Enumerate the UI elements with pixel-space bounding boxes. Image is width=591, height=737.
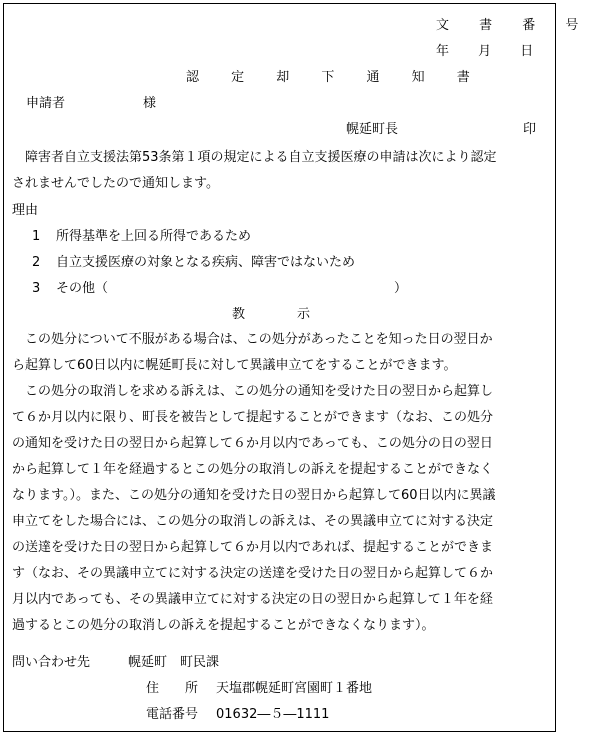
recipient-label: 申請者 [26, 96, 66, 111]
intro-line-2: されませんでしたので通知します。 [12, 176, 219, 191]
phone-value: 01632―５―1111 [216, 707, 330, 722]
instruction-2-line-5: なります。）。また、この処分の通知を受けた日の翌日から起算して60日以内に異議 [12, 488, 496, 503]
phone-label: 電話番号 [146, 707, 199, 722]
instruction-2-line-10: 過するとこの処分の取消しの訴えを提起することができなくなります）。 [12, 618, 435, 633]
page-title: 認 定 却 下 通 知 書 [186, 70, 484, 85]
document-number-label: 文 書 番 号 [436, 18, 591, 33]
recipient-honorific: 様 [143, 96, 157, 111]
instruction-2-line-3: の通知を受けた日の翌日から起算して６か月以内であっても、この処分の日の翌日 [12, 436, 493, 451]
reason-3-number: 3 [32, 281, 41, 296]
instruction-1-line-1: この処分について不服がある場合は、この処分があったことを知った日の翌日か [25, 332, 493, 347]
reason-2-text: 自立支援医療の対象となる疾病、障害ではないため [56, 255, 356, 270]
issuer-name: 幌延町長 [346, 122, 399, 137]
reason-2-number: 2 [32, 255, 41, 270]
instruction-paragraph-2 [12, 379, 550, 639]
intro-line-1: 障害者自立支援法第53条第１項の規定による自立支援医療の申請は次により認定 [25, 150, 497, 165]
reason-3-text: その他（ ） [56, 281, 408, 296]
instruction-2-line-4: から起算して１年を経過するとこの処分の取消しの訴えを提起することができなく [12, 462, 494, 477]
instruction-2-line-2: て６か月以内に限り、町長を被告として提起することができます（なお、この処分 [12, 410, 494, 425]
reason-1-text: 所得基準を上回る所得であるため [56, 229, 252, 244]
instruction-2-line-9: 月以内であっても、その異議申立てに対する決定の日の翌日から起算して１年を経 [12, 592, 493, 607]
address-label: 住 所 [146, 681, 199, 696]
seal-mark: 印 [523, 122, 537, 137]
instruction-2-line-6: 申立てをした場合には、この処分の取消しの訴えは、その異議申立てに対する決定 [12, 514, 494, 529]
reason-1-number: 1 [32, 229, 41, 244]
instruction-2-line-8: す（なお、その異議申立てに対する決定の送達を受けた日の翌日から起算して６か [12, 566, 494, 581]
instruction-2-line-1: この処分の取消しを求める訴えは、この処分の通知を受けた日の翌日から起算し [25, 384, 494, 399]
reasons-heading: 理由 [12, 203, 39, 218]
address-value: 天塩郡幌延町宮園町１番地 [216, 681, 373, 696]
instruction-heading: 教 示 [232, 307, 311, 322]
date-label: 年 月 日 [436, 44, 538, 59]
instruction-paragraph-1 [12, 327, 550, 379]
contact-org: 幌延町 町民課 [128, 655, 220, 670]
instruction-2-line-7: の送達を受けた日の翌日から起算して６か月以内であれば、提起することができま [12, 540, 494, 555]
instruction-1-line-2: ら起算して60日以内に幌延町長に対して異議申立てをすることができます。 [12, 358, 457, 373]
contact-label: 問い合わせ先 [12, 655, 91, 670]
intro-paragraph [12, 145, 550, 197]
